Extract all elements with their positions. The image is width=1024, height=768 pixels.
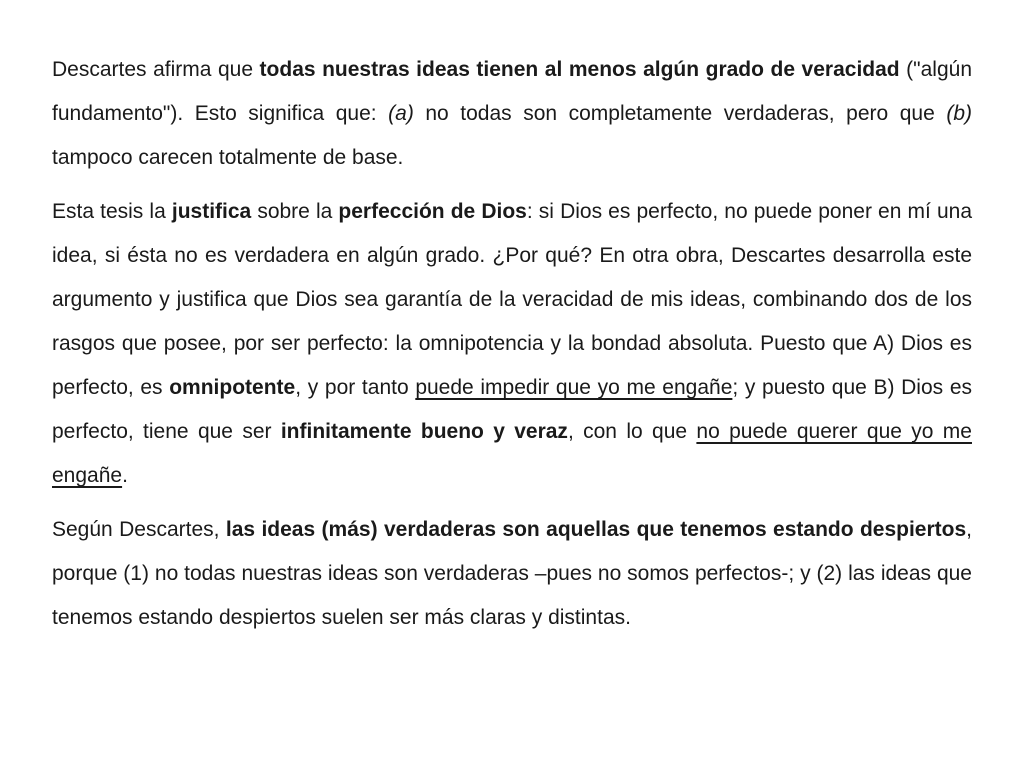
- text-segment: sobre la: [251, 200, 339, 223]
- text-segment: tampoco carecen totalmente de base.: [52, 146, 404, 169]
- text-segment: , con lo que: [567, 420, 697, 443]
- text-segment: Esta tesis la: [52, 200, 172, 223]
- paragraph-3: [52, 508, 972, 640]
- paragraph-1: [52, 48, 972, 180]
- text-segment: no todas son completamente verdaderas, pero que: [413, 102, 947, 125]
- text-segment: Según Descartes,: [52, 518, 226, 541]
- bold-segment: omnipotente: [169, 376, 296, 399]
- bold-segment: perfección de Dios: [338, 200, 527, 223]
- text-segment: , y por tanto: [295, 376, 416, 399]
- italic-segment: (a): [388, 102, 414, 125]
- text-segment: : si Dios es perfecto, no puede poner en mí una idea, si ésta no es verdadera en algún grado. ¿Por qué? En otra obra, Descartes desarrolla este argumento y justifica que Dios sea garantía de la veracidad de mis ideas, combinando dos de los rasgos que posee, por ser perfecto: la omnipotencia y la bondad absoluta. Puesto que A) Dios es perfecto, es: [52, 200, 972, 399]
- text-segment: ("algún fundamento"). Esto significa que:: [52, 58, 972, 125]
- bold-segment: las ideas (más) verdaderas son aquellas que tenemos estando despiertos: [225, 518, 967, 541]
- italic-segment: (b): [946, 102, 972, 125]
- bold-segment: infinitamente bueno y veraz: [280, 420, 568, 443]
- bold-segment: justifica: [171, 200, 252, 223]
- paragraph-2: [52, 190, 972, 498]
- underlined-segment: puede impedir que yo me engañe: [415, 376, 733, 399]
- text-segment: Descartes afirma que: [52, 58, 260, 81]
- underlined-segment: no puede querer que yo me engañe: [52, 420, 972, 487]
- text-segment: .: [122, 464, 128, 487]
- document-body: [52, 48, 972, 640]
- text-segment: ; y puesto que B) Dios es perfecto, tiene que ser: [52, 376, 973, 443]
- text-segment: , porque (1) no todas nuestras ideas son verdaderas –pues no somos perfectos-; y (2) las ideas que tenemos estando despiertos suelen ser más claras y distintas.: [52, 518, 972, 629]
- bold-segment: todas nuestras ideas tienen al menos algún grado de veracidad: [259, 58, 900, 81]
